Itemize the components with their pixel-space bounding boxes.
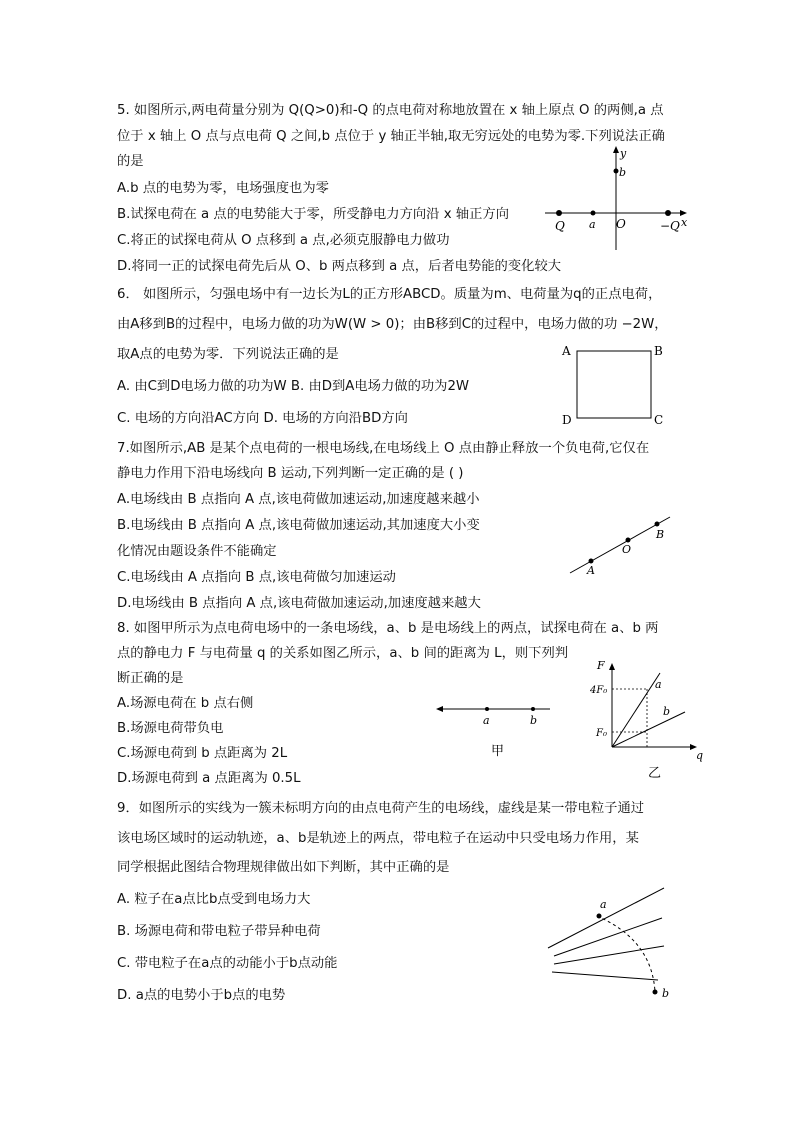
q8-yi-F-label: F	[597, 659, 605, 672]
q9-option-c: C. 带电粒子在a点的动能小于b点动能	[117, 956, 338, 971]
q5-option-a: A.b 点的电势为零，电场强度也为零	[117, 181, 329, 196]
q6-B-label: B	[654, 344, 663, 358]
q5-b-label: b	[619, 166, 627, 179]
q8-jia-a-label: a	[483, 714, 490, 727]
q9-stem-line2: 该电场区域时的运动轨迹，a、b是轨迹上的两点，带电粒子在运动中只受电场力作用，某	[117, 831, 639, 846]
q6-square-figure	[558, 340, 678, 430]
q5-stem-line2: 位于 x 轴上 O 点与点电荷 Q 之间,b 点位于 y 轴正半轴,取无穷远处的电势为零.下列说法正确	[117, 129, 665, 144]
q8-option-d: D.场源电荷到 a 点距离为 0.5L	[117, 771, 301, 786]
q5-option-d: D.将同一正的试探电荷先后从 O、b 两点移到 a 点，后者电势能的变化较大	[117, 259, 562, 274]
q8-jia-b-label: b	[530, 714, 538, 727]
q7-B-label: B	[656, 528, 665, 541]
q8-stem-line3: 断正确的是	[117, 671, 184, 686]
q6-stem-line2: 由A移到B的过程中，电场力做的功为W(W > 0)；由B移到C的过程中，电场力做的功 −2W，	[117, 317, 668, 332]
q7-field-line-figure	[560, 505, 680, 585]
q6-stem-line1: 6． 如图所示，匀强电场中有一边长为L的正方形ABCD。质量为m、电荷量为q的正点电荷，	[117, 287, 662, 302]
q9-option-a: A. 粒子在a点比b点受到电场力大	[117, 892, 311, 907]
q5-stem-line1: 5. 如图所示,两电荷量分别为 Q(Q>0)和-Q 的点电荷对称地放置在 x 轴上原点 O 的两侧,a 点	[117, 103, 664, 118]
q9-field-lines-figure	[540, 880, 680, 1005]
q5-O-label: O	[616, 217, 626, 231]
q6-options-ab: A. 由C到D电场力做的功为W B. 由D到A电场力做的功为2W	[117, 379, 470, 394]
q5-Q-label: Q	[555, 219, 565, 233]
q8-option-b: B.场源电荷带负电	[117, 721, 224, 736]
q8-figure-yi	[585, 655, 710, 780]
q7-stem-line2: 静电力作用下沿电场线向 B 运动,下列判断一定正确的是 ( )	[117, 466, 464, 481]
q9-option-d: D. a点的电势小于b点的电势	[117, 988, 286, 1003]
q9-option-b: B. 场源电荷和带电粒子带异种电荷	[117, 924, 321, 939]
q5-x-label: x	[681, 216, 688, 229]
q9-a-label: a	[600, 898, 607, 911]
q7-option-b-line1: B.电场线由 B 点指向 A 点,该电荷做加速运动,其加速度大小变	[117, 518, 480, 533]
q6-A-label: A	[562, 344, 571, 358]
q5-a-label: a	[589, 218, 596, 231]
q6-D-label: D	[562, 413, 572, 427]
q7-option-a: A.电场线由 B 点指向 A 点,该电荷做加速运动,加速度越来越小	[117, 492, 480, 507]
q7-option-b-line2: 化情况由题设条件不能确定	[117, 544, 277, 559]
q8-stem-line1: 8. 如图甲所示为点电荷电场中的一条电场线，a、b 是电场线上的两点，试探电荷在 a、b 两	[117, 621, 659, 636]
q8-option-c: C.场源电荷到 b 点距离为 2L	[117, 746, 288, 761]
q8-yi-caption: 乙	[648, 766, 662, 780]
q7-option-c: C.电场线由 A 点指向 B 点,该电荷做匀加速运动	[117, 570, 396, 585]
q8-yi-F0-label: F₀	[596, 728, 607, 739]
q7-option-d: D.电场线由 B 点指向 A 点,该电荷做加速运动,加速度越来越大	[117, 596, 481, 611]
q6-C-label: C	[654, 413, 664, 427]
q5-negQ-label: −Q	[660, 219, 680, 233]
q7-A-label: A	[587, 564, 595, 577]
q5-axis-figure	[535, 140, 700, 255]
q5-option-b: B.试探电荷在 a 点的电势能大于零，所受静电力方向沿 x 轴正方向	[117, 207, 509, 222]
q8-yi-q-label: q	[696, 749, 704, 762]
q6-options-cd: C. 电场的方向沿AC方向 D. 电场的方向沿BD方向	[117, 411, 408, 426]
q9-stem-line3: 同学根据此图结合物理规律做出如下判断，其中正确的是	[117, 860, 450, 875]
q5-stem-line3: 的是	[117, 154, 144, 169]
q7-stem-line1: 7.如图所示,AB 是某个点电荷的一根电场线,在电场线上 O 点由静止释放一个负电荷,它仅在	[117, 441, 650, 456]
q8-yi-a-label: a	[655, 678, 662, 691]
q7-O-label: O	[622, 543, 632, 556]
q8-jia-caption: 甲	[491, 744, 505, 759]
q8-yi-4F0-label: 4F₀	[590, 685, 608, 696]
q5-y-label: y	[620, 147, 627, 160]
q8-yi-b-label: b	[663, 705, 671, 718]
q9-b-label: b	[662, 987, 670, 1000]
q8-stem-line2: 点的静电力 F 与电荷量 q 的关系如图乙所示，a、b 间的距离为 L，则下列判	[117, 646, 569, 661]
q6-stem-line3: 取A点的电势为零．下列说法正确的是	[117, 347, 339, 362]
q8-option-a: A.场源电荷在 b 点右侧	[117, 696, 254, 711]
q5-option-c: C.将正的试探电荷从 O 点移到 a 点,必须克服静电力做功	[117, 233, 450, 248]
q8-figure-jia	[432, 695, 562, 765]
q9-stem-line1: 9．如图所示的实线为一簇未标明方向的由点电荷产生的电场线，虚线是某一带电粒子通过	[117, 801, 645, 816]
